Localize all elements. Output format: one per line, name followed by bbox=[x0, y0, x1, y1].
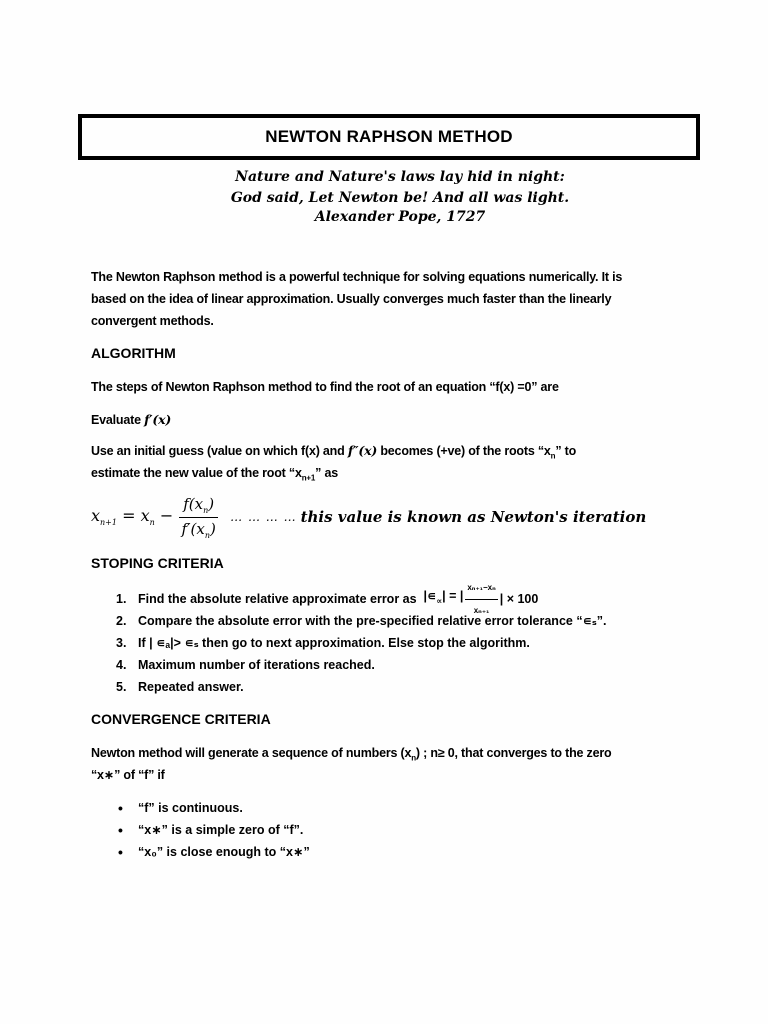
convergence-line-2: “x∗” of “f” if bbox=[91, 768, 165, 782]
list-number: 1. bbox=[116, 592, 127, 606]
bullet-text: “x₀” is close enough to “x∗” bbox=[138, 845, 310, 859]
formula-fraction bbox=[179, 495, 218, 540]
quote-line-2: God said, Let Newton be! And all was light. bbox=[230, 190, 570, 206]
title-box bbox=[78, 114, 700, 160]
intro-line-3: convergent methods. bbox=[91, 314, 214, 328]
error-fraction-num: xₙ₊₁−xₙ bbox=[465, 577, 497, 600]
convergence-bullets bbox=[118, 797, 678, 863]
estimate-line bbox=[91, 462, 691, 490]
stopping-list bbox=[116, 582, 696, 698]
list-item bbox=[118, 841, 678, 863]
stop-item-text: Maximum number of iterations reached. bbox=[138, 658, 375, 672]
intro-line-2: based on the idea of linear approximation. Usually converges much faster than the linearly bbox=[91, 292, 612, 306]
error-fraction-den: xₙ₊₁ bbox=[473, 605, 490, 615]
formula-den-close: ) bbox=[209, 519, 216, 538]
evaluate-line bbox=[91, 409, 691, 431]
guess-part1: Use an initial guess (value on which f(x) and bbox=[91, 444, 345, 458]
list-item bbox=[116, 632, 696, 654]
abs-error-mid: | = | bbox=[442, 589, 464, 604]
list-number: 4. bbox=[116, 658, 127, 672]
stop-item-text: If | ∊ₐ|> ∊ₛ then go to next approximation. Else stop the algorithm. bbox=[138, 636, 530, 650]
stopping-heading: STOPING CRITERIA bbox=[91, 555, 224, 571]
estimate-part2: ” as bbox=[315, 466, 338, 480]
newton-iteration-formula bbox=[91, 494, 691, 540]
convergence-heading: CONVERGENCE CRITERIA bbox=[91, 711, 271, 727]
stop-item-1-tail: | × 100 bbox=[499, 592, 539, 606]
abs-error-symbol: |∊ bbox=[423, 589, 437, 604]
convergence-line1-sub: n bbox=[411, 753, 416, 763]
bullet-text: “x∗” is a simple zero of “f”. bbox=[138, 823, 304, 837]
quote-attribution: Alexander Pope, 1727 bbox=[314, 209, 486, 225]
stop-item-text: Repeated answer. bbox=[138, 680, 244, 694]
quote-line-1: Nature and Nature's laws lay hid in night: bbox=[235, 169, 565, 185]
abs-error-open bbox=[424, 585, 464, 613]
guess-part2: becomes (+ve) of the roots “x bbox=[380, 444, 551, 458]
formula-lhs-x: x bbox=[91, 506, 101, 526]
formula-den-f: f′(x bbox=[181, 519, 205, 538]
formula-num-close: ) bbox=[208, 494, 215, 513]
list-number: 2. bbox=[116, 614, 127, 628]
list-item bbox=[116, 654, 696, 676]
guess-math: f″(x) bbox=[347, 443, 378, 458]
evaluate-math: f′(x) bbox=[144, 412, 172, 427]
guess-sub-n: n bbox=[550, 451, 556, 461]
formula-eq-sub: n bbox=[149, 518, 155, 528]
guess-part3: ” to bbox=[555, 444, 577, 458]
list-item bbox=[118, 797, 678, 819]
formula-note: this value is known as Newton's iteration bbox=[300, 508, 647, 526]
convergence-line1-a: Newton method will generate a sequence of numbers (x bbox=[91, 746, 412, 760]
list-item bbox=[116, 582, 696, 615]
formula-numerator bbox=[179, 495, 218, 518]
list-number: 5. bbox=[116, 680, 127, 694]
algorithm-heading: ALGORITHM bbox=[91, 345, 176, 361]
formula-num-f: f(x bbox=[183, 494, 204, 513]
bullet-icon: • bbox=[118, 800, 123, 816]
formula-lhs-sub: n+1 bbox=[100, 518, 117, 528]
formula-eq: = x bbox=[116, 506, 150, 526]
page-title: NEWTON RAPHSON METHOD bbox=[265, 127, 513, 146]
formula-lhs bbox=[91, 506, 173, 527]
list-number: 3. bbox=[116, 636, 127, 650]
estimate-sub: n+1 bbox=[301, 473, 316, 483]
formula-minus: − bbox=[154, 506, 174, 526]
list-item bbox=[116, 676, 696, 698]
intro-line-1: The Newton Raphson method is a powerful technique for solving equations numerically. It is bbox=[91, 270, 623, 284]
bullet-icon: • bbox=[118, 822, 123, 838]
estimate-part1: estimate the new value of the root “x bbox=[91, 466, 302, 480]
bullet-icon: • bbox=[118, 844, 123, 860]
formula-denominator bbox=[182, 518, 216, 540]
abs-error-sub: ∝ bbox=[436, 596, 443, 606]
stop-item-text: Compare the absolute error with the pre-specified relative error tolerance “∊ₛ”. bbox=[138, 614, 607, 628]
list-item bbox=[118, 819, 678, 841]
formula-num-sub: n bbox=[203, 505, 209, 515]
convergence-line1-b: ) ; n≥ 0, that converges to the zero bbox=[415, 746, 612, 760]
evaluate-label: Evaluate bbox=[91, 413, 141, 427]
list-item bbox=[116, 610, 696, 632]
stop-item-1-text: Find the absolute relative approximate error as bbox=[138, 592, 417, 606]
algorithm-steps-text: The steps of Newton Raphson method to find the root of an equation “f(x) =0” are bbox=[91, 380, 559, 394]
bullet-text: “f” is continuous. bbox=[138, 801, 243, 815]
formula-dots: … … … … bbox=[230, 510, 297, 524]
formula-den-sub: n bbox=[204, 530, 210, 540]
